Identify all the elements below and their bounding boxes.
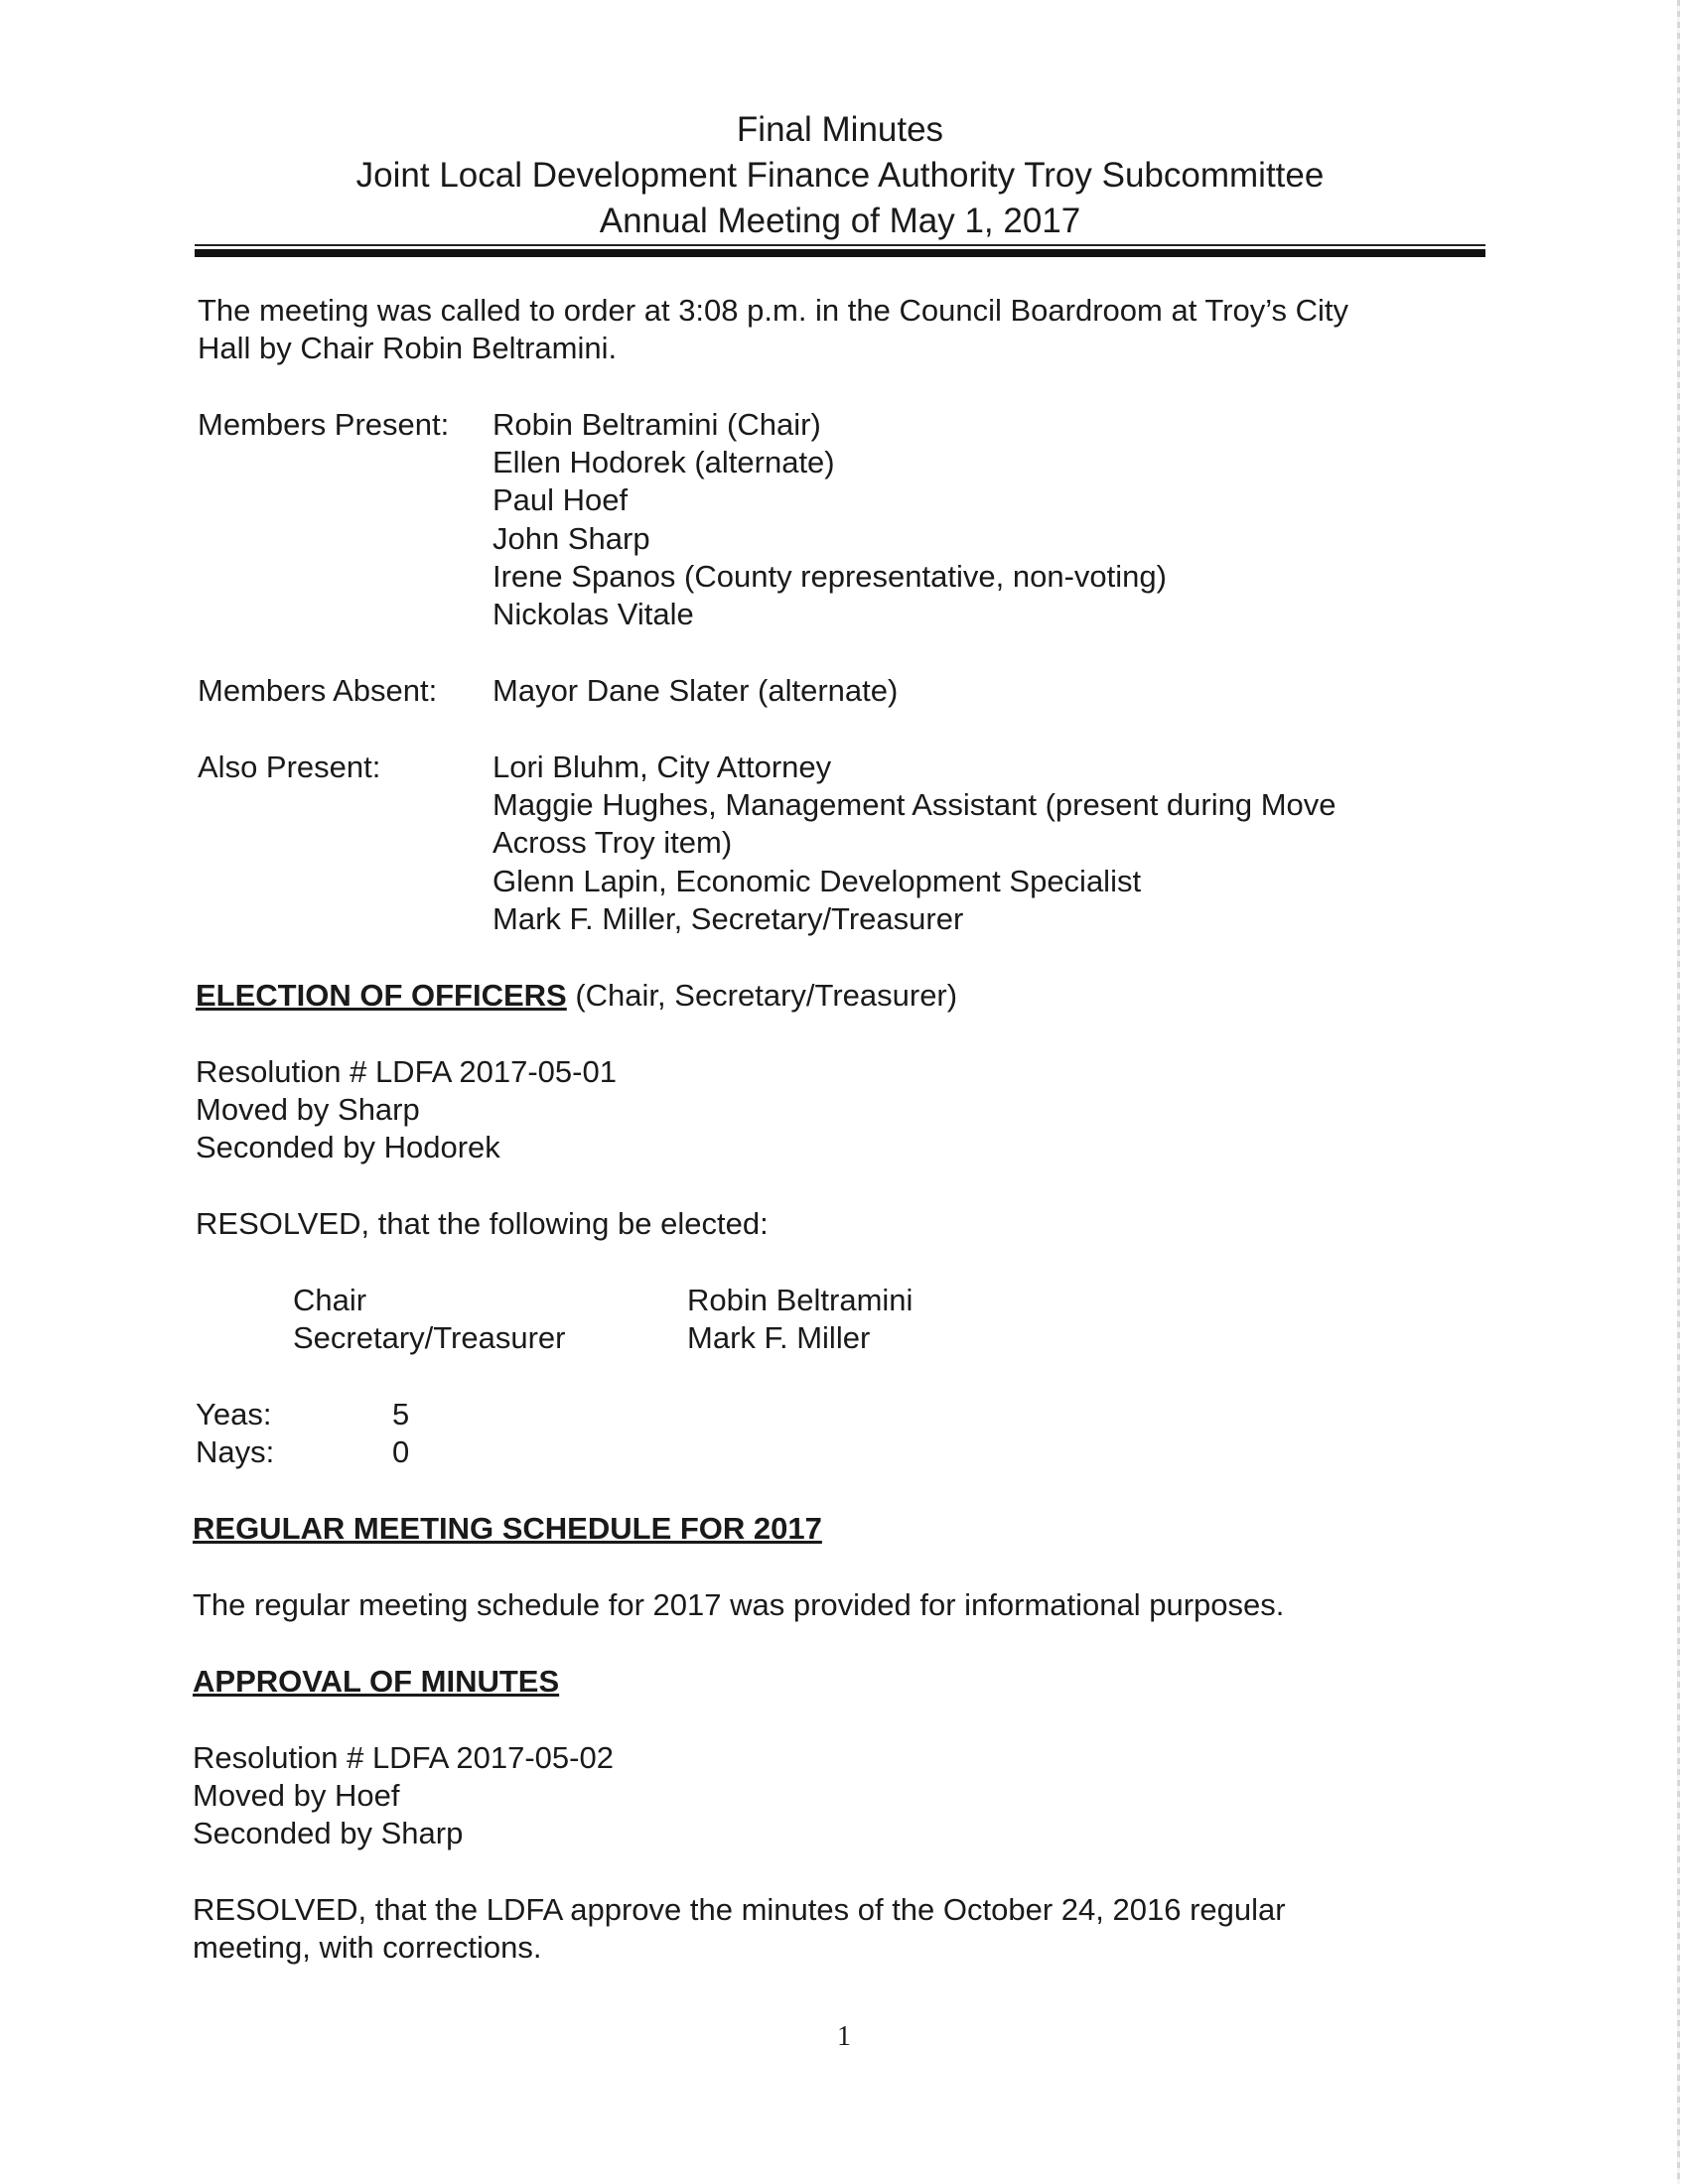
header-organization: Joint Local Development Finance Authority Troy Subcommittee <box>355 156 1325 195</box>
header-meeting-date: Annual Meeting of May 1, 2017 <box>599 202 1081 240</box>
election-nays-label: Nays: <box>196 1434 275 1469</box>
approval-moved-by: Moved by Hoef <box>193 1778 400 1813</box>
officer-name: Mark F. Miller <box>687 1320 871 1355</box>
officer-name: Robin Beltramini <box>687 1283 914 1317</box>
schedule-text: The regular meeting schedule for 2017 was provided for informational purposes. <box>193 1587 1285 1622</box>
election-heading: ELECTION OF OFFICERS <box>196 978 567 1013</box>
election-heading-suffix: (Chair, Secretary/Treasurer) <box>566 978 958 1013</box>
member-present: Irene Spanos (County representative, non-voting) <box>492 559 1167 594</box>
header-rule-thick <box>195 249 1485 257</box>
also-present-label: Also Present: <box>198 750 381 784</box>
intro-line-2: Hall by Chair Robin Beltramini. <box>198 331 618 365</box>
election-seconded-by: Seconded by Hodorek <box>196 1130 500 1164</box>
member-absent: Mayor Dane Slater (alternate) <box>492 673 899 708</box>
officer-role: Secretary/Treasurer <box>293 1320 566 1355</box>
header-rule-thin <box>195 244 1485 246</box>
election-yeas-label: Yeas: <box>196 1397 272 1432</box>
also-present-item: Glenn Lapin, Economic Development Specialist <box>492 864 1142 898</box>
election-nays-count: 0 <box>392 1434 410 1469</box>
members-present-label: Members Present: <box>198 407 450 442</box>
election-moved-by: Moved by Sharp <box>196 1092 420 1127</box>
approval-resolved-line-1: RESOLVED, that the LDFA approve the minutes of the October 24, 2016 regular <box>193 1892 1286 1927</box>
also-present-item: Lori Bluhm, City Attorney <box>492 750 832 784</box>
member-present: John Sharp <box>492 521 650 556</box>
also-present-item: Maggie Hughes, Management Assistant (present during Move <box>492 787 1336 822</box>
election-resolved: RESOLVED, that the following be elected: <box>196 1206 769 1241</box>
approval-seconded-by: Seconded by Sharp <box>193 1816 464 1850</box>
also-present-item: Mark F. Miller, Secretary/Treasurer <box>492 901 964 936</box>
election-heading-line <box>196 976 957 1015</box>
officer-role: Chair <box>293 1283 367 1317</box>
member-present: Ellen Hodorek (alternate) <box>492 445 835 479</box>
document-header <box>195 107 1485 244</box>
approval-heading: APPROVAL OF MINUTES <box>193 1664 560 1699</box>
approval-resolution-number: Resolution # LDFA 2017-05-02 <box>193 1740 614 1775</box>
approval-resolved-line-2: meeting, with corrections. <box>193 1930 542 1965</box>
member-present: Paul Hoef <box>492 482 629 517</box>
election-yeas-count: 5 <box>392 1397 410 1432</box>
scan-edge <box>1677 0 1680 2184</box>
intro-line-1: The meeting was called to order at 3:08 p.m. in the Council Boardroom at Troy’s City <box>198 293 1349 328</box>
schedule-heading: REGULAR MEETING SCHEDULE FOR 2017 <box>193 1511 822 1546</box>
header-title: Final Minutes <box>736 110 944 149</box>
member-present: Robin Beltramini (Chair) <box>492 407 821 442</box>
also-present-item: Across Troy item) <box>492 825 733 860</box>
election-resolution-number: Resolution # LDFA 2017-05-01 <box>196 1054 617 1089</box>
page-number: 1 <box>837 2021 851 2052</box>
member-present: Nickolas Vitale <box>492 597 694 631</box>
members-absent-label: Members Absent: <box>198 673 438 708</box>
